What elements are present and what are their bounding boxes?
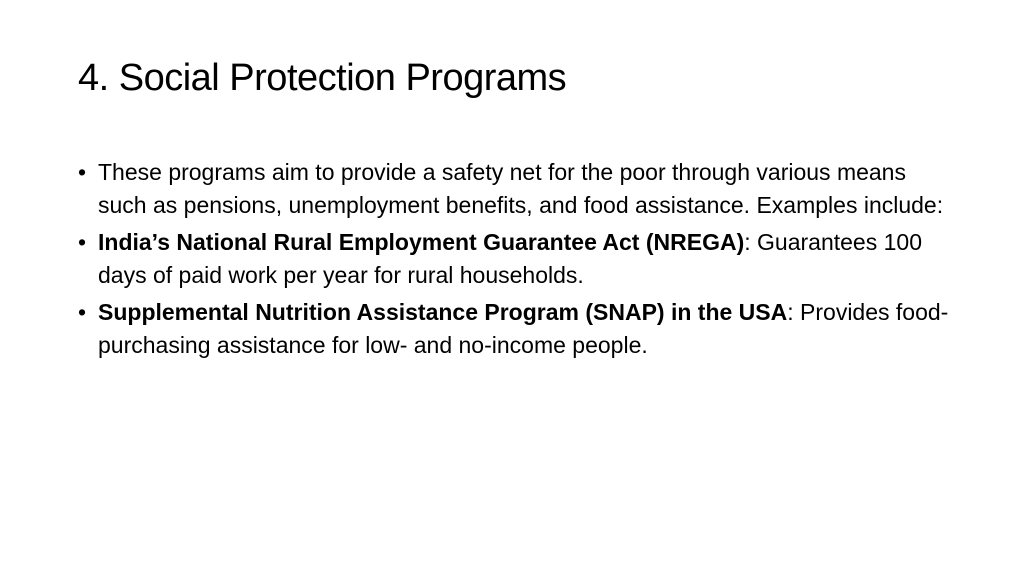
- bullet-item-snap: [78, 296, 958, 361]
- bullet-text: : Provides food-purchasing assistance for low- and no-income people.: [98, 299, 949, 358]
- bullet-icon: •: [78, 299, 87, 325]
- bullet-icon: •: [78, 229, 87, 255]
- bullet-item-nrega: [78, 226, 958, 291]
- bullet-bold-heading: India’s National Rural Employment Guarantee Act (NREGA): [98, 229, 745, 255]
- bullet-text: These programs aim to provide a safety net for the poor through various means such as pensions, unemployment benefits, and food assistance. Examples include:: [98, 159, 944, 218]
- bullet-icon: •: [78, 159, 87, 185]
- slide-title: 4. Social Protection Programs: [78, 57, 567, 99]
- bullet-list: [78, 156, 958, 366]
- bullet-bold-heading: Supplemental Nutrition Assistance Program (SNAP) in the USA: [98, 299, 788, 325]
- bullet-text: : Guarantees 100 days of paid work per year for rural households.: [98, 229, 922, 288]
- bullet-item-intro: [78, 156, 958, 221]
